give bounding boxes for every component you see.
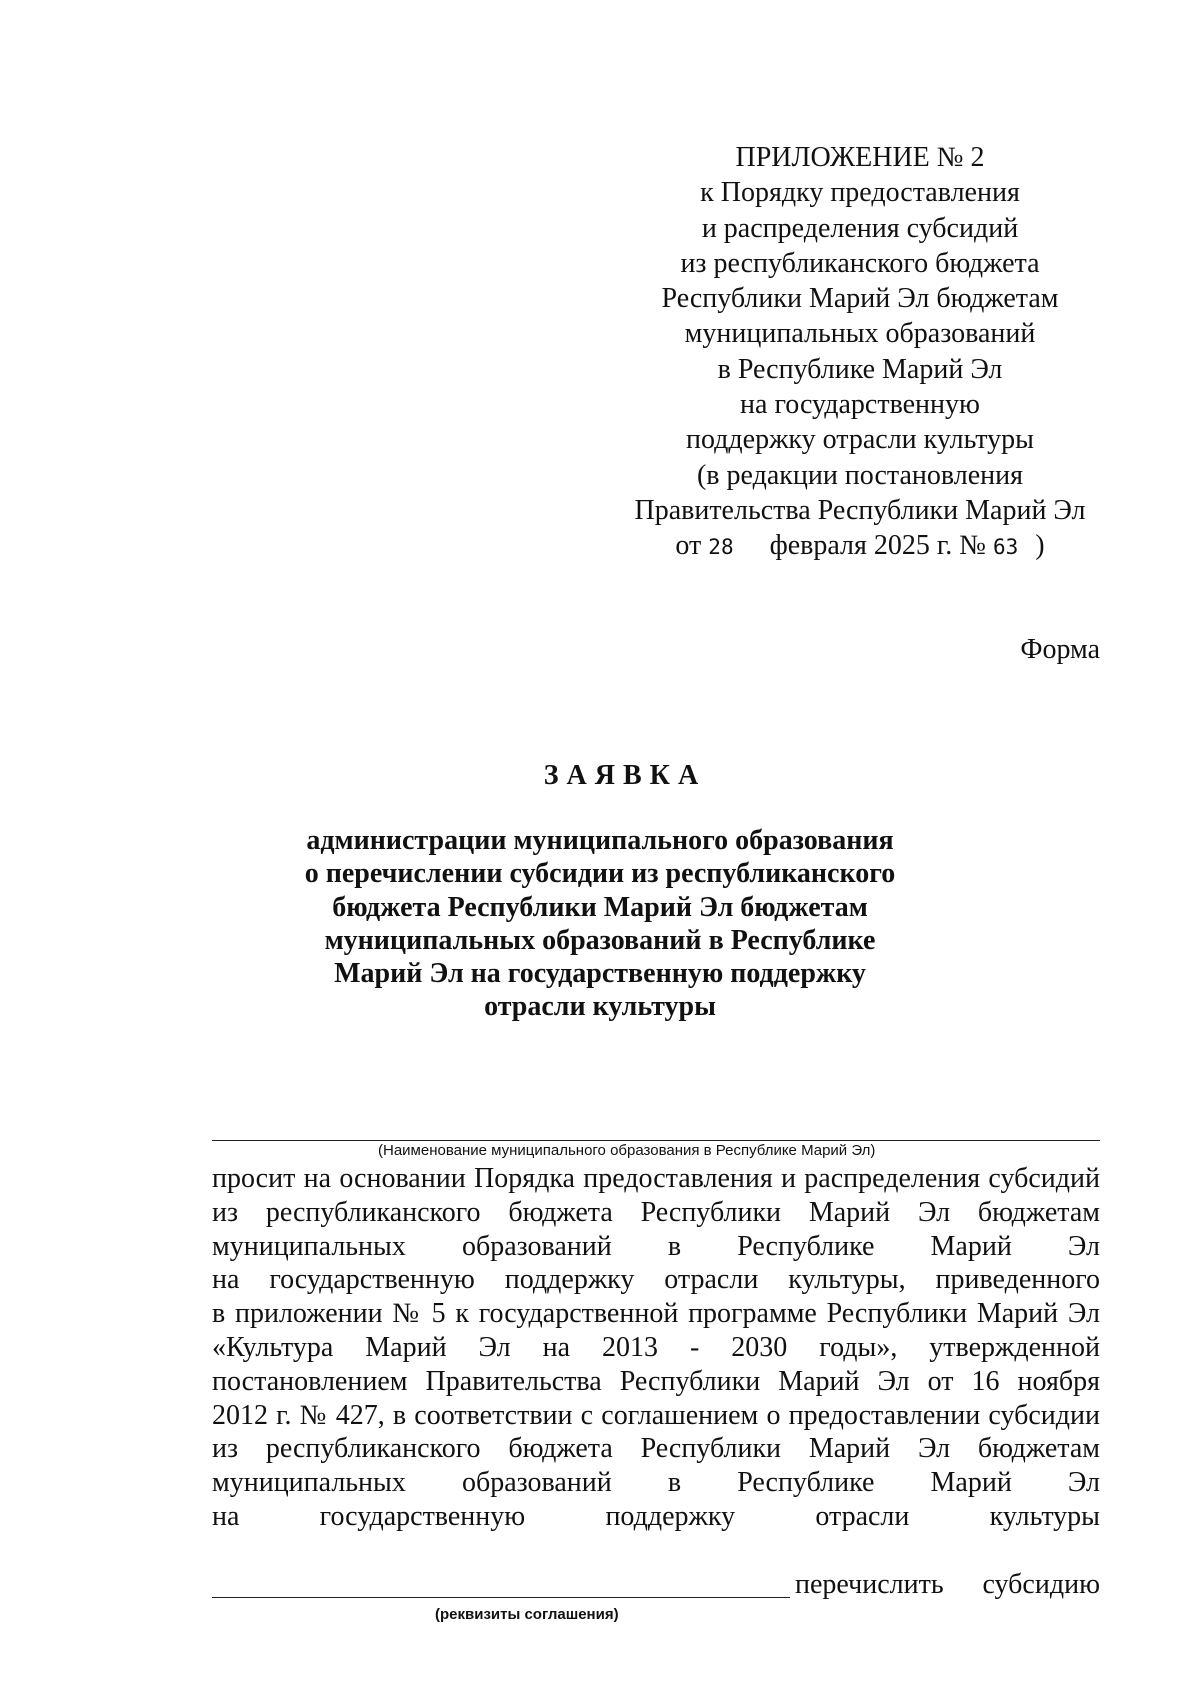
body-line: «Культура Марий Эл на 2013 - 2030 годы», утвержденной	[212, 1331, 1100, 1363]
body-line: постановлением Правительства Республики Марий Эл от 16 ноября	[212, 1365, 1100, 1397]
body-line: муниципальных образований в Республике Марий Эл	[212, 1230, 1100, 1262]
body-line: на государственную поддержку отрасли культуры, приведенного	[212, 1264, 1100, 1296]
subtitle-line: бюджета Республики Марий Эл бюджетам	[332, 891, 868, 923]
municipality-caption: (Наименование муниципального образования в Республике Марий Эл)	[378, 1142, 876, 1159]
appendix-line: к Порядку предоставления	[700, 177, 1020, 209]
document-title: ЗАЯВКА	[543, 760, 707, 791]
body-line: муниципальных образований в Республике Марий Эл	[212, 1467, 1100, 1499]
edition-number: 63	[992, 535, 1019, 560]
subtitle-line: отрасли культуры	[484, 991, 716, 1023]
appendix-line: муниципальных образований	[684, 318, 1036, 350]
appendix-header	[620, 140, 1100, 566]
body-line: на государственную поддержку отрасли культуры	[212, 1500, 1100, 1532]
appendix-line: на государственную	[740, 389, 980, 421]
edition-date-line	[620, 528, 1100, 565]
edition-date-rest: февраля 2025 г. №	[769, 530, 986, 562]
appendix-line: (в редакции постановления	[696, 459, 1024, 491]
body-line: из республиканского бюджета Республики Марий Эл бюджетам	[212, 1196, 1100, 1228]
appendix-line: Республики Марий Эл бюджетам	[661, 283, 1059, 315]
agreement-details-blank[interactable]	[212, 1597, 790, 1598]
document-subtitle	[300, 824, 900, 1024]
body-line: в приложении № 5 к государственной программе Республики Марий Эл	[212, 1298, 1100, 1330]
subtitle-line: о перечислении субсидии из республиканского	[304, 858, 896, 890]
edition-prefix: от	[675, 530, 702, 562]
request-body	[212, 1162, 1100, 1534]
body-line: 2012 г. № 427, в соответствии с соглашением о предоставлении субсидии	[212, 1399, 1100, 1431]
appendix-line: и распределения субсидий	[701, 212, 1019, 244]
body-line: просит на основании Порядка предоставления и распределения субсидий	[212, 1163, 1100, 1194]
body-line: из республиканского бюджета Республики Марий Эл бюджетам	[212, 1433, 1100, 1465]
subtitle-line: Марий Эл на государственную поддержку	[334, 958, 866, 990]
appendix-line: поддержку отрасли культуры	[685, 424, 1034, 456]
transfer-subsidy-text: перечислить субсидию	[795, 1569, 1100, 1600]
appendix-title: ПРИЛОЖЕНИЕ № 2	[735, 142, 985, 173]
edition-day: 28	[708, 535, 734, 560]
agreement-caption: (реквизиты соглашения)	[435, 1606, 619, 1623]
appendix-line: в Республике Марий Эл	[717, 353, 1003, 385]
municipality-name-blank[interactable]	[212, 1140, 1100, 1141]
edition-suffix: )	[1035, 530, 1045, 562]
form-label: Форма	[1020, 634, 1100, 665]
subtitle-line: администрации муниципального образования	[306, 825, 894, 856]
subtitle-line: муниципальных образований в Республике	[324, 924, 876, 956]
appendix-line: из республиканского бюджета	[680, 247, 1040, 279]
appendix-line: Правительства Республики Марий Эл	[634, 494, 1086, 526]
